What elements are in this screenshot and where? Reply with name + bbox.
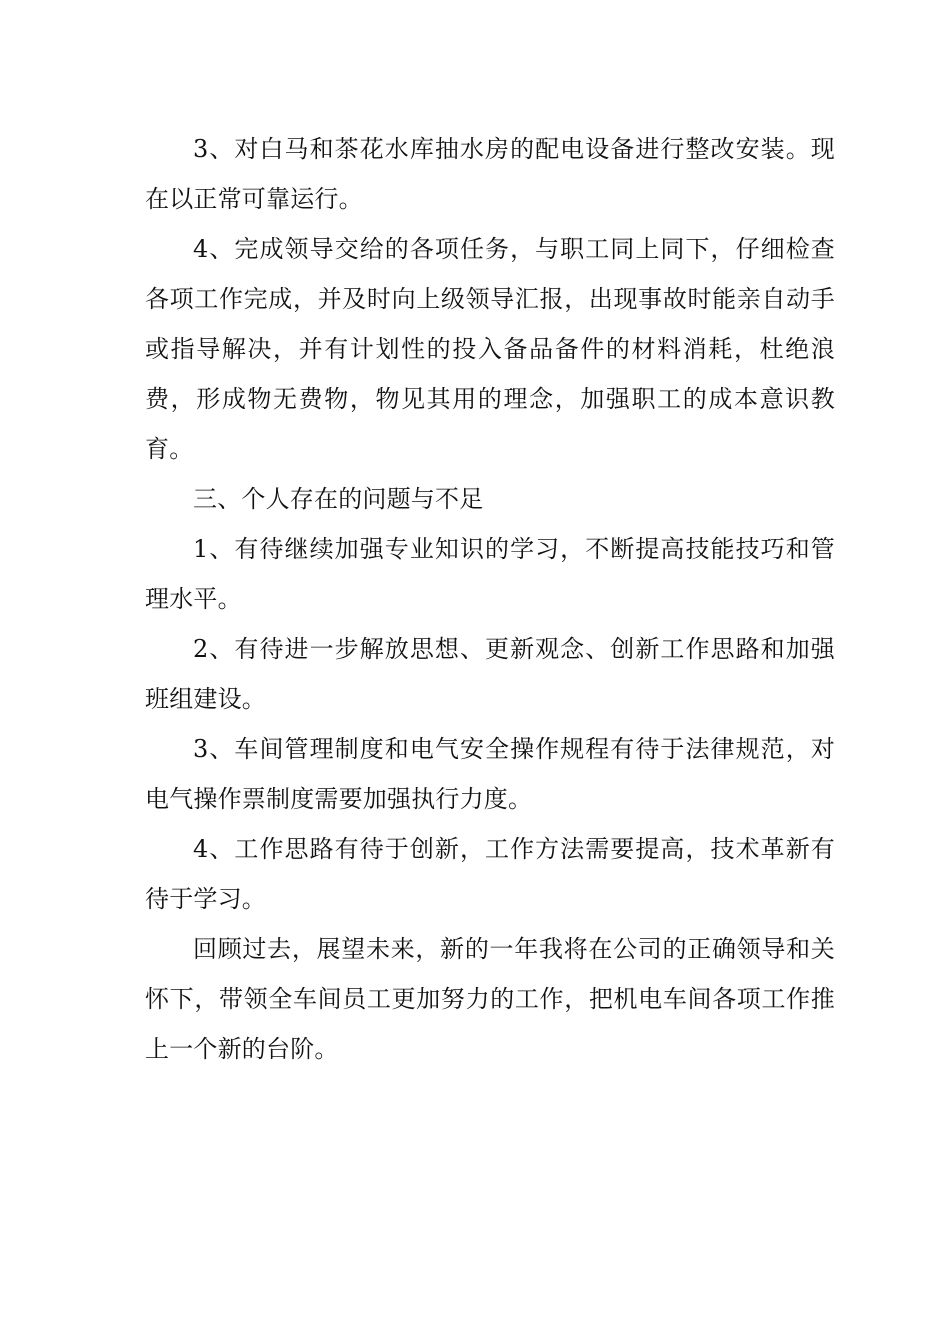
- problem-item-1: 1、有待继续加强专业知识的学习，不断提高技能技巧和管理水平。: [145, 535, 835, 613]
- problem-item-4: 4、工作思路有待于创新，工作方法需要提高，技术革新有待于学习。: [145, 835, 835, 913]
- problem-item-2: 2、有待进一步解放思想、更新观念、创新工作思路和加强班组建设。: [145, 635, 835, 713]
- closing-paragraph: 回顾过去，展望未来，新的一年我将在公司的正确领导和关怀下，带领全车间员工更加努力的工作，把机电车间各项工作推上一个新的台阶。: [145, 935, 835, 1063]
- section-heading-problems: 三、个人存在的问题与不足: [193, 485, 484, 513]
- paragraph-item-3: 3、对白马和茶花水库抽水房的配电设备进行整改安装。现在以正常可靠运行。: [145, 135, 835, 213]
- document-body: [145, 124, 835, 1074]
- problem-item-3: 3、车间管理制度和电气安全操作规程有待于法律规范，对电气操作票制度需要加强执行力度。: [145, 735, 835, 813]
- paragraph-item-4: 4、完成领导交给的各项任务，与职工同上同下，仔细检查各项工作完成，并及时向上级领导汇报，出现事故时能亲自动手或指导解决，并有计划性的投入备品备件的材料消耗，杜绝浪费，形成物无费物，物见其用的理念，加强职工的成本意识教育。: [145, 235, 835, 463]
